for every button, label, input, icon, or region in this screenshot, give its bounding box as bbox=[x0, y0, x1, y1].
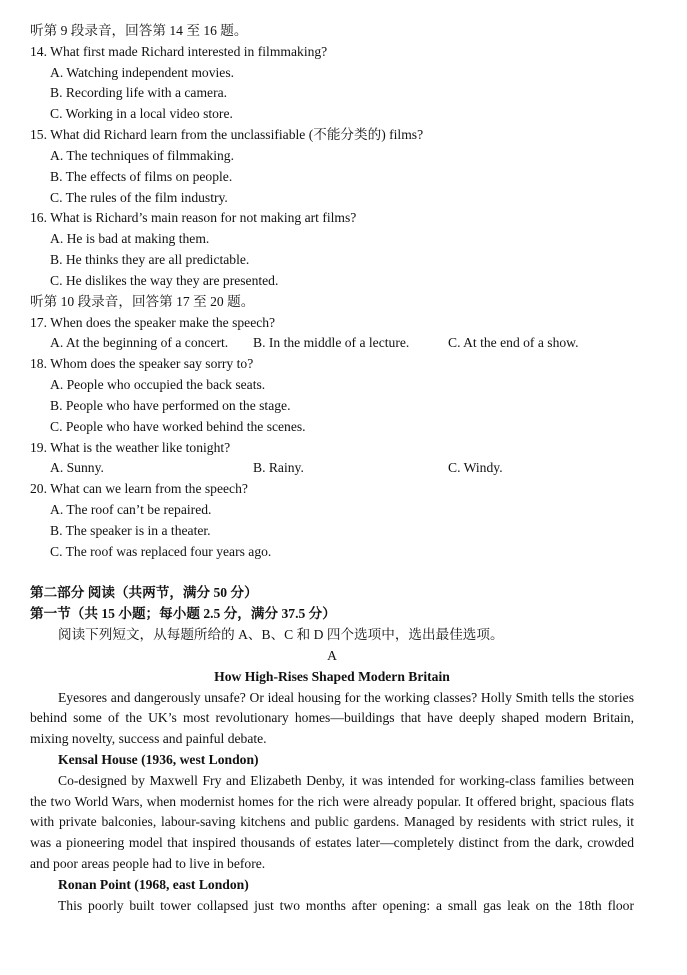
option-c: C. He dislikes the way they are presented. bbox=[50, 272, 279, 288]
paragraph-line: and poor areas people had to live in before. bbox=[30, 856, 266, 872]
question-15 bbox=[30, 125, 634, 208]
paragraph-line: was a pioneering model that inspired thousands of estates later—completely distinct from the dark, crowded bbox=[30, 835, 634, 851]
paragraph-line: mixing novelty, success and painful debate. bbox=[30, 731, 267, 747]
option-a: A. Watching independent movies. bbox=[50, 64, 235, 80]
instruction: 阅读下列短文，从每题所给的 A、B、C 和 D 四个选项中，选出最佳选项。 bbox=[58, 627, 504, 643]
question-14 bbox=[30, 42, 634, 125]
option-c: C. People who have worked behind the scenes. bbox=[50, 418, 306, 434]
option-a: A. People who occupied the back seats. bbox=[50, 377, 266, 393]
option-c: C. Windy. bbox=[448, 460, 503, 476]
paragraph-line: with private balconies, labour-saving kitchens and public gardens. Managed by residents with strict rules, it bbox=[30, 814, 634, 830]
option-b: B. The speaker is in a theater. bbox=[50, 522, 211, 538]
option-b: B. Rainy. bbox=[253, 460, 304, 476]
option-b: B. People who have performed on the stage. bbox=[50, 397, 291, 413]
exam-page bbox=[30, 21, 634, 917]
question-20 bbox=[30, 479, 634, 562]
option-b: B. He thinks they are all predictable. bbox=[50, 252, 250, 268]
paragraph-line: Co-designed by Maxwell Fry and Elizabeth Denby, it was intended for working-class families between bbox=[58, 772, 634, 788]
paragraph-line: the two World Wars, when modernist homes for the rich were already popular. It offered bright, spacious flats bbox=[30, 793, 634, 809]
option-b: B. The effects of films on people. bbox=[50, 168, 233, 184]
paragraph-line: Eyesores and dangerously unsafe? Or ideal housing for the working classes? Holly Smith tells the stories bbox=[58, 689, 634, 705]
question-text: 15. What did Richard learn from the unclassifiable (不能分类的) films? bbox=[30, 127, 424, 143]
section-intro: 听第 9 段录音，回答第 14 至 16 题。 bbox=[30, 23, 248, 38]
option-a: A. Sunny. bbox=[50, 460, 104, 476]
option-b: B. In the middle of a lecture. bbox=[253, 335, 410, 351]
passage-title: How High-Rises Shaped Modern Britain bbox=[214, 668, 450, 684]
question-text: 19. What is the weather like tonight? bbox=[30, 439, 231, 455]
question-text: 18. Whom does the speaker say sorry to? bbox=[30, 356, 254, 372]
option-a: A. He is bad at making them. bbox=[50, 231, 210, 247]
kensal-paragraph bbox=[30, 771, 634, 875]
subheading-kensal-house: Kensal House (1936, west London) bbox=[58, 751, 259, 767]
option-c: C. The roof was replaced four years ago. bbox=[50, 543, 272, 559]
spacer bbox=[30, 563, 634, 584]
option-a: A. At the beginning of a concert. bbox=[50, 335, 229, 351]
option-c: C. Working in a local video store. bbox=[50, 106, 233, 122]
question-text: 17. When does the speaker make the speech? bbox=[30, 314, 276, 330]
question-18 bbox=[30, 354, 634, 437]
subheading-ronan-point: Ronan Point (1968, east London) bbox=[58, 876, 249, 892]
question-text: 16. What is Richard’s main reason for not making art films? bbox=[30, 210, 357, 226]
intro-paragraph bbox=[30, 688, 634, 750]
option-a: A. The roof can’t be repaired. bbox=[50, 502, 212, 518]
option-b: B. Recording life with a camera. bbox=[50, 85, 228, 101]
passage-label: A bbox=[327, 647, 337, 663]
option-a: A. The techniques of filmmaking. bbox=[50, 147, 234, 163]
option-c: C. At the end of a show. bbox=[448, 335, 579, 351]
section-intro: 听第 10 段录音，回答第 17 至 20 题。 bbox=[30, 293, 255, 309]
section-title: 第一节（共 15 小题；每小题 2.5 分，满分 37.5 分） bbox=[30, 606, 336, 622]
question-17 bbox=[30, 313, 634, 355]
part-title: 第二部分 阅读（共两节，满分 50 分） bbox=[30, 585, 258, 601]
question-text: 14. What first made Richard interested in filmmaking? bbox=[30, 43, 328, 59]
question-19 bbox=[30, 438, 634, 480]
paragraph-line: This poorly built tower collapsed just two months after opening: a small gas leak on the 18th floor bbox=[58, 897, 634, 913]
ronan-paragraph bbox=[30, 896, 634, 917]
paragraph-line: behind some of the UK’s most revolutionary homes—buildings that have deeply shaped modern Britain, bbox=[30, 710, 634, 726]
option-c: C. The rules of the film industry. bbox=[50, 189, 228, 205]
question-text: 20. What can we learn from the speech? bbox=[30, 481, 248, 497]
question-16 bbox=[30, 208, 634, 291]
options-row bbox=[30, 333, 634, 354]
options-row bbox=[30, 458, 634, 479]
